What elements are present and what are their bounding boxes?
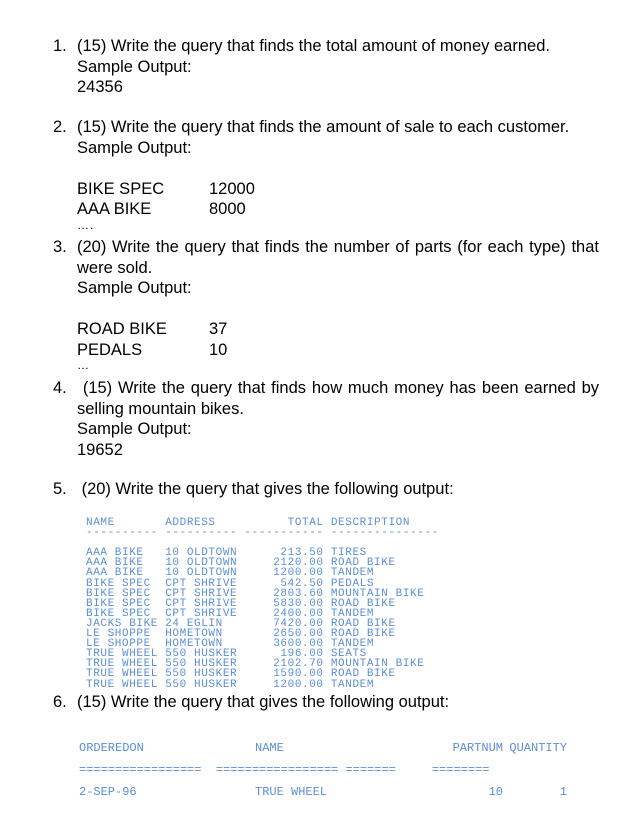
sample-output-label: Sample Output: xyxy=(77,420,192,438)
sample-output-value: 24356 xyxy=(77,78,123,96)
sample-output-row: AAA BIKE 8000 xyxy=(77,200,246,218)
question-number: 2. xyxy=(53,118,67,136)
ellipsis: …. xyxy=(77,217,95,232)
table-cell: PARTNUM xyxy=(452,741,503,755)
table-row xyxy=(79,781,567,803)
table-row: BIKE SPEC CPT SHRIVE 2400.00 TANDEM xyxy=(86,607,375,620)
question-number: 5. xyxy=(53,480,67,498)
table-cell: 2-SEP-96 xyxy=(79,785,137,799)
sample-output-value: 19652 xyxy=(77,440,123,459)
table-row: TRUE WHEEL 550 HUSKER 196.00 SEATS xyxy=(86,648,367,661)
sample-output-label: Sample Output: xyxy=(77,57,192,76)
table-cell: 1 xyxy=(559,785,567,799)
table-row: TRUE WHEEL 550 HUSKER 2102.70 MOUNTAIN BIKE xyxy=(86,658,425,671)
table-row: JACKS BIKE 24 EGLIN 7420.00 ROAD BIKE xyxy=(86,617,396,630)
table-header-row xyxy=(79,737,567,759)
table-row: AAA BIKE 10 OLDTOWN 1200.00 TANDEM xyxy=(86,567,375,580)
question-text: (15) Write the query that finds the total amount of money earned. xyxy=(77,37,550,55)
table-row: AAA BIKE 10 OLDTOWN 213.50 TIRES xyxy=(86,547,367,560)
question-number: 4. xyxy=(53,379,67,397)
question-text: (15) Write the query that finds the amount of sale to each customer. xyxy=(77,118,570,136)
query-output-table-5 xyxy=(86,518,439,690)
table-cell: NAME xyxy=(255,741,284,755)
question-number: 1. xyxy=(53,37,67,55)
sample-output-row: ROAD BIKE 37 xyxy=(77,320,228,338)
table-row: TRUE WHEEL 550 HUSKER 1590.00 ROAD BIKE xyxy=(86,668,396,681)
table-row: BIKE SPEC CPT SHRIVE 542.50 PEDALS xyxy=(86,577,375,590)
sample-output-row: PEDALS 10 xyxy=(77,340,228,359)
table-row: TRUE WHEEL 550 HUSKER 1200.00 TANDEM xyxy=(86,678,375,691)
table-separator: ---------- ---------- ----------- --------------- xyxy=(86,527,439,540)
table-cell: TRUE WHEEL xyxy=(255,785,328,799)
table-row: LE SHOPPE HOMETOWN 3600.00 TANDEM xyxy=(86,638,375,651)
sample-output-label: Sample Output: xyxy=(77,138,192,157)
question-text: (15) Write the query that finds how much money has been earned by selling mountain bikes. xyxy=(77,379,604,418)
question-text: (20) Write the query that gives the following output: xyxy=(77,480,454,498)
table-cell: QUANTITY xyxy=(509,741,567,755)
sample-output-row: BIKE SPEC 12000 xyxy=(77,179,255,198)
table-cell: ORDEREDON xyxy=(79,741,144,755)
table-row: AAA BIKE 10 OLDTOWN 2120.00 ROAD BIKE xyxy=(86,557,396,570)
table-cell: 10 xyxy=(488,785,503,799)
table-row: LE SHOPPE HOMETOWN 2650.00 ROAD BIKE xyxy=(86,628,396,641)
question-text: (20) Write the query that finds the number of parts (for each type) that were sold. xyxy=(77,238,599,277)
table-row: BIKE SPEC CPT SHRIVE 5830.00 ROAD BIKE xyxy=(86,597,396,610)
question-number: 3. xyxy=(53,238,67,256)
sample-output-label: Sample Output: xyxy=(77,279,192,297)
question-text: (15) Write the query that gives the following output: xyxy=(77,693,450,711)
table-separator: ================= ================= ======= ======== xyxy=(79,763,490,777)
question-number: 6. xyxy=(53,693,67,711)
table-row: BIKE SPEC CPT SHRIVE 2803.60 MOUNTAIN BIKE xyxy=(86,587,425,600)
query-output-table-6 xyxy=(79,737,567,803)
table-header-row: NAME ADDRESS TOTAL DESCRIPTION xyxy=(86,517,411,529)
ellipsis: … xyxy=(77,358,90,372)
